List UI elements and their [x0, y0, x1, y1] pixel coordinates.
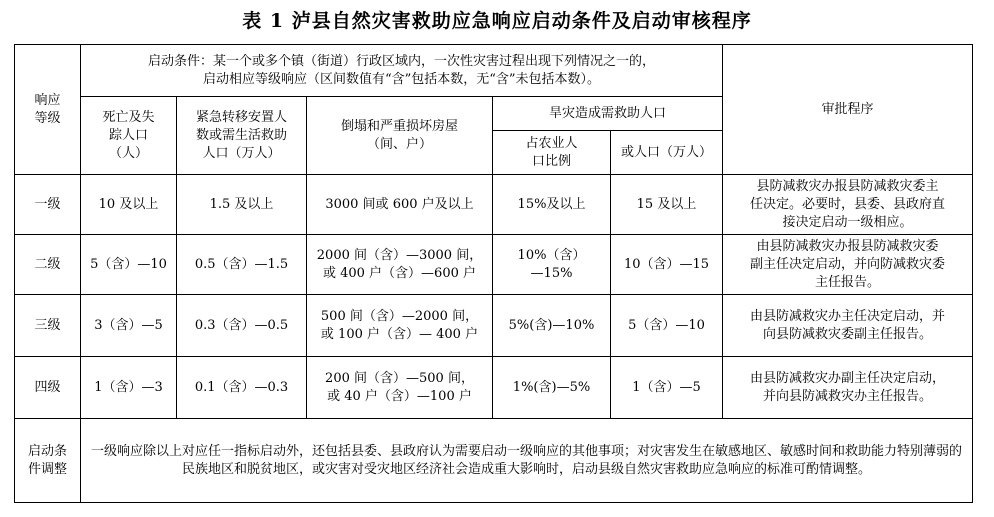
row-approval	[723, 235, 973, 295]
row-people: 10（含）—15	[611, 235, 723, 295]
cell-line: 紧急转移安置人	[195, 109, 287, 125]
row-approval	[723, 295, 973, 357]
header-intro	[81, 45, 723, 97]
response-table	[14, 44, 973, 503]
cell-line: 200 间（含）—500 间，	[325, 370, 474, 386]
row-level: 四级	[15, 357, 81, 419]
header-drought-ratio	[493, 131, 611, 175]
table-title: 表 1 泸县自然灾害救助应急响应启动条件及启动审核程序	[242, 10, 752, 32]
row-people: 1（含）—5	[611, 357, 723, 419]
cell-line: 主任报告。	[814, 274, 880, 290]
cell-line: 响应	[34, 92, 61, 108]
table-row	[15, 235, 973, 295]
cell-line: 或 400 户（含）—600 户	[322, 265, 477, 281]
header-deaths	[81, 97, 177, 175]
row-deaths: 5（含）—10	[81, 235, 177, 295]
cell-line: 口比例	[531, 153, 571, 169]
adjust-row	[15, 419, 973, 503]
cell-line: 或 40 户（含）—100 户	[327, 388, 472, 404]
row-relocate: 1.5 及以上	[177, 175, 307, 235]
row-deaths: 1（含）—3	[81, 357, 177, 419]
row-houses	[307, 295, 493, 357]
row-level: 三级	[15, 295, 81, 357]
cell-line: 向县防减救灾委副主任报告。	[762, 326, 932, 342]
header-drought-people: 或人口（万人）	[611, 131, 723, 175]
cell-line: 10%（含）	[517, 247, 586, 263]
cell-line: （间、户）	[366, 136, 432, 152]
cell-line: 县防减救灾办报县防减救灾委主	[756, 178, 939, 194]
row-people: 15 及以上	[611, 175, 723, 235]
cell-line: 由县防减救灾办报县防减救灾委	[756, 238, 939, 254]
row-ratio	[493, 235, 611, 295]
cell-line: 并向县防减救灾办主任报告。	[762, 388, 932, 404]
intro-line-2: 启动相应等级响应（区间数值有“含”包括本数，无“含”未包括本数）。	[202, 71, 601, 87]
header-relocate	[177, 97, 307, 175]
cell-line: 接决定启动一级相应。	[782, 214, 913, 230]
row-deaths: 3（含）—5	[81, 295, 177, 357]
row-people: 5（含）—10	[611, 295, 723, 357]
cell-line: 2000 间（含）—3000 间，	[316, 247, 483, 263]
row-houses: 3000 间或 600 户及以上	[307, 175, 493, 235]
cell-line: 启动条	[27, 443, 67, 459]
cell-line: —15%	[530, 265, 573, 281]
header-houses	[307, 97, 493, 175]
cell-line: 由县防减救灾办主任决定启动，并	[749, 308, 945, 324]
header-level	[15, 45, 81, 175]
intro-line-1: 启动条件：某一个或多个镇（街道）行政区域内，一次性灾害过程出现下列情况之一的，	[147, 53, 655, 69]
header-approval: 审批程序	[723, 45, 973, 175]
row-ratio: 15%及以上	[493, 175, 611, 235]
table-row	[15, 175, 973, 235]
cell-line: 数或需生活救助	[195, 127, 287, 143]
cell-line: 副主任决定启动，并向防减救灾委	[749, 256, 945, 272]
cell-line: 等级	[34, 110, 61, 126]
row-ratio: 1%(含)—5%	[493, 357, 611, 419]
cell-line: 任决定。必要时，县委、县政府直	[749, 196, 945, 212]
adjust-text: 一级响应除以上对应任一指标启动外，还包括县委、县政府认为需要启动一级响应的其他事项；对灾害发生在敏感地区、敏感时间和救助能力特别薄弱的民族地区和脱贫地区，或灾害对受灾地区经济社会造成重大影响时，启动县级自然灾害救助应急响应的标准可酌情调整。	[81, 419, 973, 503]
row-relocate: 0.1（含）—0.3	[177, 357, 307, 419]
cell-line: 人口（万人）	[202, 145, 281, 161]
cell-line: 或 100 户（含）— 400 户	[320, 326, 479, 342]
cell-line: 占农业人	[525, 135, 578, 151]
row-level: 二级	[15, 235, 81, 295]
cell-line: 由县防减救灾办副主任决定启动，	[749, 370, 945, 386]
row-approval	[723, 175, 973, 235]
row-ratio: 5%(含)—10%	[493, 295, 611, 357]
table-row	[15, 295, 973, 357]
cell-line: 死亡及失	[102, 109, 155, 125]
cell-line: （人）	[108, 145, 148, 161]
row-houses	[307, 357, 493, 419]
row-approval	[723, 357, 973, 419]
row-level: 一级	[15, 175, 81, 235]
row-relocate: 0.5（含）—1.5	[177, 235, 307, 295]
cell-line: 踪人口	[108, 127, 148, 143]
cell-line: 件调整	[27, 461, 67, 477]
row-houses	[307, 235, 493, 295]
header-drought: 旱灾造成需救助人口	[493, 97, 723, 131]
adjust-label	[15, 419, 81, 503]
row-deaths: 10 及以上	[81, 175, 177, 235]
row-relocate: 0.3（含）—0.5	[177, 295, 307, 357]
table-row	[15, 357, 973, 419]
cell-line: 500 间（含）—2000 间，	[320, 308, 479, 324]
cell-line: 倒塌和严重损坏房屋	[340, 118, 458, 134]
